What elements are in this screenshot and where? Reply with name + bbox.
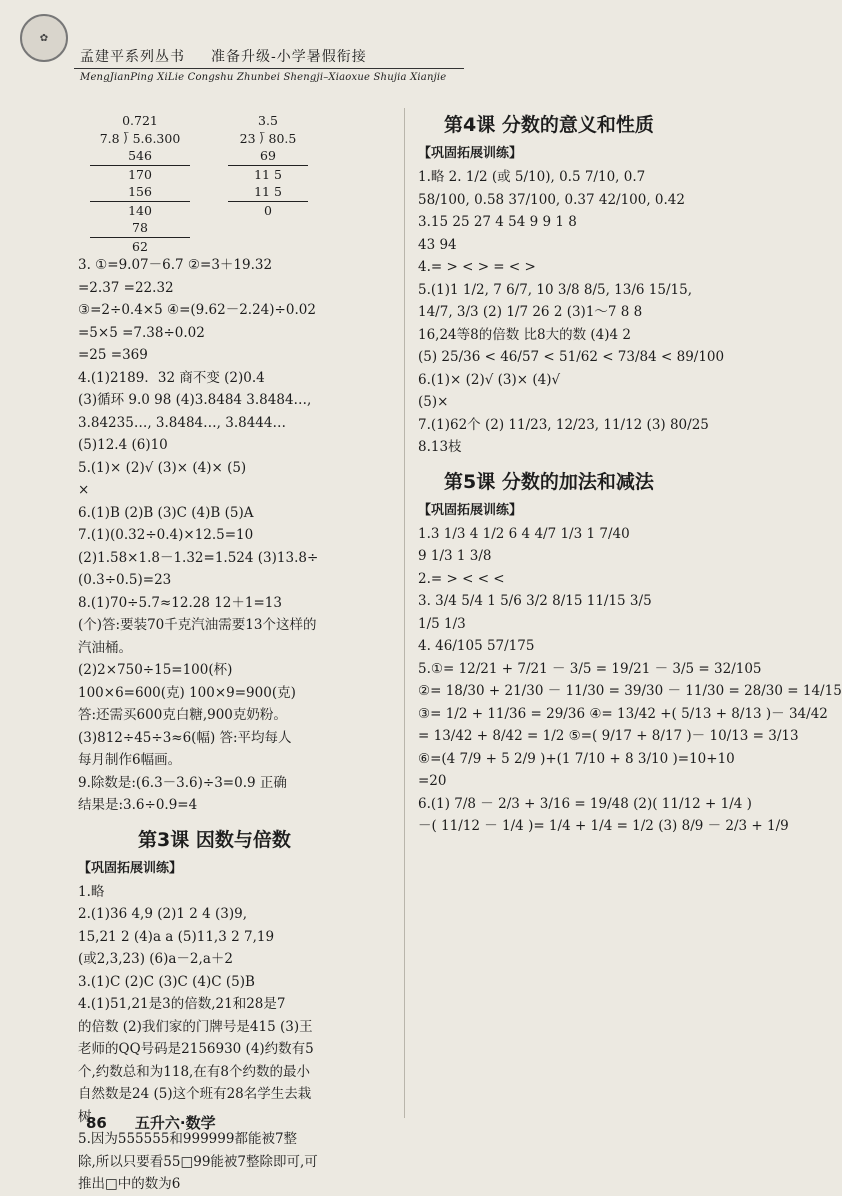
answer-line: × [78, 482, 90, 498]
left-column [78, 104, 396, 1196]
answer-line: 的倍数 (2)我们家的门牌号是415 (3)王 [78, 1018, 313, 1035]
answer-line: 5.(1)1 1/2, 7 6/7, 10 3/8 8/5, 13/6 15/15, [418, 281, 692, 298]
lesson-4-subtitle: 【巩固拓展训练】 [418, 146, 523, 161]
page-footer [86, 1112, 216, 1133]
answer-line: 5.(1)× (2)√ (3)× (4)× (5) [78, 459, 247, 476]
long-division-a: 0.721 7.8 ⟌ 5.6.300 546 170 156 140 78 62 [90, 112, 190, 255]
answer-line: 树 [78, 1108, 92, 1125]
answer-line: 16,24等8的倍数 比8大的数 (4)4 2 [418, 326, 632, 343]
long-division-b: 3.5 23 ⟌ 80.5 69 11 5 11 5 0 [228, 112, 308, 219]
answer-line: 每月制作6幅画。 [78, 752, 182, 768]
lesson-3-subtitle: 【巩固拓展训练】 [78, 860, 183, 876]
lesson-5-title: 第5课 分数的加法和减法 [444, 470, 654, 493]
answer-line: 7.(1)62个 (2) 11/23, 12/23, 11/12 (3) 80/25 [418, 416, 709, 433]
answer-line: 14/7, 3/3 (2) 1/7 26 2 (3)1～7 8 8 [418, 304, 643, 320]
right-column [418, 104, 842, 838]
answer-line: 1.略 2. 1/2 (或 5/10), 0.5 7/10, 0.7 [418, 169, 646, 185]
answer-line: 2.= > < < < [418, 570, 505, 587]
answer-line: (3)循环 9.0 98 (4)3.8484 3.8484…, [78, 392, 312, 408]
answer-line: 个,约数总和为118,在有8个约数的最小 [78, 1063, 310, 1080]
answer-line: (3)812÷45÷3≈6(幅) 答:平均每人 [78, 729, 292, 746]
answer-line: (0.3÷0.5)=23 [78, 572, 172, 588]
series-logo-icon: ✿ [20, 14, 68, 62]
answer-line: =20 [418, 773, 447, 789]
answer-line: 4. 46/105 57/175 [418, 638, 535, 654]
answer-line: 3.84235…, 3.8484…, 3.8444… [78, 414, 286, 431]
answer-line: 15,21 2 (4)a a (5)11,3 2 7,19 [78, 928, 275, 945]
answer-line: 8.(1)70÷5.7≈12.28 12＋1=13 [78, 594, 282, 611]
answer-line: 2.(1)36 4,9 (2)1 2 4 (3)9, [78, 906, 248, 922]
answer-line: (5)12.4 (6)10 [78, 437, 168, 453]
answer-line: 6.(1) 7/8 － 2/3 + 3/16 = 19/48 (2)( 11/12 + 1/4 ) [418, 795, 752, 812]
answer-line: 3. 3/4 5/4 1 5/6 3/2 8/15 11/15 3/5 [418, 593, 652, 609]
answer-line: 1.略 [78, 883, 105, 900]
answer-line: 5.①= 12/21 + 7/21 － 3/5 = 19/21 － 3/5 = 32/105 [418, 660, 762, 677]
answer-line: 结果是:3.6÷0.9=4 [78, 797, 198, 813]
column-divider [404, 108, 405, 1118]
answer-line: －( 11/12 － 1/4 )= 1/4 + 1/4 = 1/2 (3) 8/9 － 2/3 + 1/9 [418, 818, 789, 834]
answer-line: 9 1/3 1 3/8 [418, 548, 492, 564]
page-header [0, 0, 768, 100]
series-pinyin: MengJianPing XiLie Congshu Zhunbei Shengji–Xiaoxue Shujia Xianjie [80, 72, 447, 83]
answer-line: 43 94 [418, 236, 457, 253]
lesson-5-answers [418, 523, 842, 838]
answer-line: 4.(1)2189．32 商不变 (2)0.4 [78, 369, 265, 386]
answer-line: ③=2÷0.4×5 ④=(9.62－2.24)÷0.02 [78, 302, 316, 318]
answer-line: 除,所以只要看55□99能被7整除即可,可 [78, 1153, 318, 1170]
answer-line: (2)1.58×1.8－1.32=1.524 (3)13.8÷ [78, 549, 319, 566]
answer-line: 3.15 25 27 4 54 9 9 1 8 [418, 214, 577, 230]
answer-line: 9.除数是:(6.3－3.6)÷3=0.9 正确 [78, 774, 287, 791]
answer-line: 6.(1)× (2)√ (3)× (4)√ [418, 371, 561, 388]
answer-line: =5×5 =7.38÷0.02 [78, 324, 205, 341]
answer-line: (5)× [418, 394, 449, 410]
answer-line: 答:还需买600克白糖,900克奶粉。 [78, 707, 287, 723]
answer-line: 4.= > < > = < > [418, 259, 536, 275]
answer-line: 3. ①=9.07－6.7 ②=3＋19.32 [78, 257, 273, 273]
answer-line: =25 =369 [78, 347, 148, 363]
answer-line: (2)2×750÷15=100(杯) [78, 662, 233, 678]
answer-line: ③= 1/2 + 11/36 = 29/36 ④= 13/42 +( 5/13 + 8/13 )－ 34/42 [418, 705, 828, 722]
answer-line: 7.(1)(0.32÷0.4)×12.5=10 [78, 527, 254, 543]
answer-line: 3.(1)C (2)C (3)C (4)C (5)B [78, 973, 255, 990]
answer-line: (或2,3,23) (6)a－2,a＋2 [78, 951, 233, 967]
lesson-4-title: 第4课 分数的意义和性质 [444, 114, 654, 136]
answer-line: = 13/42 + 8/42 = 1/2 ⑤=( 9/17 + 8/17 )－ 10/13 = 3/13 [418, 728, 799, 744]
answer-line: 5.因为555555和999999都能被7整 [78, 1131, 298, 1147]
answer-line: 1.3 1/3 4 1/2 6 4 4/7 1/3 1 7/40 [418, 525, 630, 542]
answer-line: ⑥=(4 7/9 + 5 2/9 )+(1 7/10 + 8 3/10 )=10+10 [418, 750, 735, 767]
lesson-3-answers [78, 881, 396, 1196]
answer-line: (5) 25/36 < 46/57 < 51/62 < 73/84 < 89/100 [418, 349, 725, 365]
answer-line: 汽油桶。 [78, 639, 132, 656]
series-name: 孟建平系列丛书 [80, 49, 185, 65]
answer-line: 推出□中的数为6 [78, 1176, 181, 1192]
left-answers [78, 254, 396, 817]
answer-line: 6.(1)B (2)B (3)C (4)B (5)A [78, 504, 254, 521]
book-title: 准备升级-小学暑假衔接 [211, 49, 367, 65]
answer-line: =2.37 =22.32 [78, 279, 174, 296]
lesson-3-title: 第3课 因数与倍数 [138, 828, 291, 851]
answer-line: 100×6=600(克) 100×9=900(克) [78, 684, 296, 701]
answer-line: 1/5 1/3 [418, 615, 466, 632]
answer-line: 58/100, 0.58 37/100, 0.37 42/100, 0.42 [418, 191, 685, 208]
series-title [80, 46, 367, 66]
answer-line: ②= 18/30 + 21/30 － 11/30 = 39/30 － 11/30 = 28/30 = 14/15 [418, 683, 842, 699]
answer-line: 4.(1)51,21是3的倍数,21和28是7 [78, 996, 286, 1012]
header-rule [74, 68, 464, 69]
answer-line: 8.13枝 [418, 439, 462, 455]
footer-label: 五升六·数学 [134, 1114, 216, 1132]
long-division-block [78, 104, 396, 254]
answer-line: 自然数是24 (5)这个班有28名学生去栽 [78, 1086, 312, 1102]
page-number: 86 [86, 1114, 107, 1132]
answer-line: (个)答:要装70千克汽油需要13个这样的 [78, 617, 317, 633]
lesson-4-answers [418, 166, 738, 459]
lesson-5-subtitle: 【巩固拓展训练】 [418, 502, 523, 518]
answer-line: 老师的QQ号码是2156930 (4)约数有5 [78, 1041, 314, 1057]
